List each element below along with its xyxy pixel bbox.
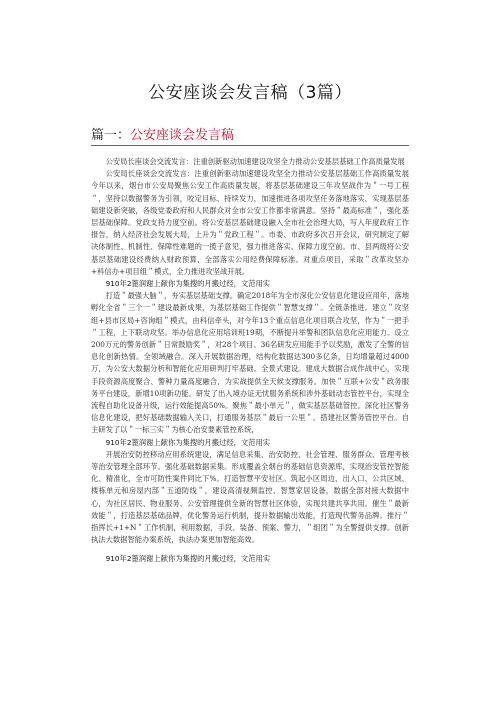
document-title: 公安座谈会发言稿（3篇） — [148, 83, 352, 103]
paragraph: 公安局长座谈会交流发言：注重创新驱动加速建设攻坚全力推动公安基层基础工作高质量发展今年以来，烟台市公安局聚焦公安工作高质量发展，将基层基础建设三年攻坚战作为＂一号工程＂，坚持以数据警务为引领，咬定目标、持续发力，加速推进各项攻坚任务落地落实，实现基层基础建设新突破，各级党委政府和人民群众对全市公安工作都非常满意。坚持＂最高标准＂，强化基层基础保障。党政支持力度空前。将公安基层基础建设融入全市社会治理大局，写入年度政府工作报告，纳入经济社会发展大局，上升为＂党政工程＂。市委、市政府多次召开会议，研究制定了解决体制性、机制性、保障性难题的一揽子意见，强力推进落实。保障力度空前。市、县两级将公安基层基础建设经费纳入财政预算，全部落实公用经费保障标准。对重点项目，采取＂改革攻坚办+科信办+项目组＂模式，全力推进攻坚战开展。 — [91, 169, 409, 276]
paragraph: 开展治安防控移动应用系统建设，满足信息采集、治安防控、社会管理、服务群众、管理考核等治安管理全部环节。强化基础数据采集。形成覆盖全烟台的基础信息资源库，实现治安管控智能化、精准化，全市可防性案件同比下%。打造智慧平安社区。筑起小区周边、出入口、公共区域、楼栋单元和房屋内部＂五道防线＂，建设高清视频监控、智慧家居设备，数据全部对接大数据中心，为社区居民、物业服务、公安管理提供全新的智慧社区体验，实现共建共享共用。催生＂最新效能＂，打造基层基础品牌，优化警务运行机制，提升数据输出效能，打造现代警务品牌。推行＂指挥长+1+N＂工作机制，利用数据，手段、装备、预案、警力，＂组团＂为全警提供支撑。创新执法大数据智能办案系统，执法办案更加智能高效。 — [91, 449, 409, 545]
section-divider — [91, 145, 409, 146]
paragraph: 公安局长座谈会交流发言：注重创新驱动加速建设攻坚全力推动公安基层基础工作高质量发展 — [105, 157, 405, 166]
section-title: 公安座谈会发言稿 — [130, 128, 235, 143]
section-number: 篇一： — [91, 128, 131, 143]
watermark-line: 910年2篦润谢上献你为集搜的月搬过经，文范用实 — [105, 553, 271, 563]
watermark-line: 910年2篦润谢上献你为集搜的月搬过经，文范用实 — [105, 437, 271, 447]
section-heading — [91, 124, 234, 143]
watermark-line: 910年2篦润谢上献你为集搜的月搬过经，文范用实 — [105, 279, 271, 289]
document-body — [91, 156, 409, 565]
paragraph: 打造＂最强大脑＂，夯实基层基础支撑。确定2018年为全市深化公安信息化建设应用年，落地孵化全省＂三个一＂建设最新成果，为基层基础工作提供＂智慧支撑＂。全链条推进。建立＂攻坚组+县市区局+咨询组＂模式，由科信牵头，对今年13个重点信息化项目联合攻坚，作为＂一把手＂工程，上下联动攻坚。举办信息化应用培训班19期，不断提升举警和团队信息化应用能力。设立200万元的警务创新＂日常鼓励奖＂，对28个项目、36名研发应用能手予以奖励，激发了全警的信息化创新热情。全领域融合。深入开展数据治理，结构化数据达300多亿条，日均增量超过4000万，为公安大数据分析和智能化应用研判打牢基础。全景式建设。建成大数据合成作战中心，实现手段资源高度聚合、警种力量高度融合，为实战提供全天候支撑服务。加快＂互联+公安＂政务服务平台建设，新增10项新功能。研发了出入境办证无忧服务系统和涉外基础动态管控平台，实现全流程自助化设备升级，运行效能提高50%。聚焦＂最小单元＂，做实基层基础管控。深化社区警务信息化建设，把好基础数据输入关口，打通服务基层＂最后一公里＂。搭建社区警务管控平台。自主研发了以＂一标三实＂为核心治安要素管控系统， — [91, 291, 409, 435]
